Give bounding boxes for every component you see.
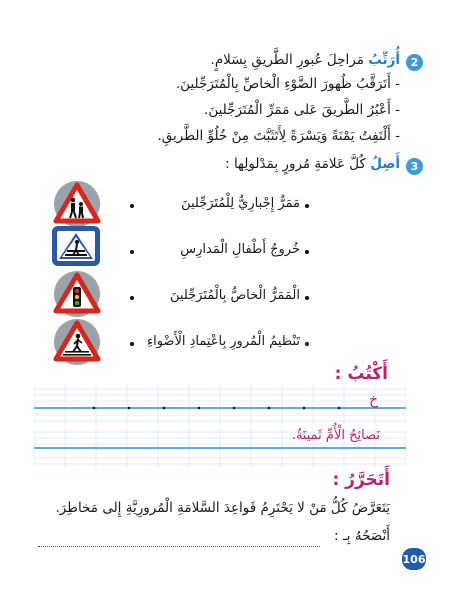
exercise-2-number-badge: 2 <box>406 54 423 71</box>
pedestrian-crossing-square-sign-icon <box>52 226 100 266</box>
matching-row-2-dot-left[interactable] <box>130 250 134 254</box>
exercise-3-instruction-text: كُلَّ عَلامَةِ مُرورٍ بِمَدْلولِها : <box>225 156 366 172</box>
exercise-3-keyword: أَصِلُ <box>370 156 400 172</box>
exercise-2-step-1: - أَتَرَقَّبُ ظُهورَ الضَّوْءِ الْخاصِّ بِالْمُتَرَجِّلينَ. <box>175 76 400 92</box>
matching-row-1-text: مَمَرٌّ إِجْبارِيٌّ لِلْمُتَرَجِّلينَ <box>181 196 300 211</box>
exercise-2-keyword: أُرَتِّبُ <box>368 52 400 68</box>
edit-heading: أَتَحَرَّرُ : <box>332 470 390 490</box>
matching-row-4-dot-left[interactable] <box>130 342 134 346</box>
matching-row-1-dot-right[interactable] <box>305 204 309 208</box>
exercise-2-instruction <box>211 52 400 68</box>
pedestrian-warning-sign-icon <box>48 318 106 366</box>
matching-row-3-text: الْمَمَرُّ الْخاصُّ بِالْمُتَرَجِّلينَ <box>170 288 300 303</box>
matching-row-2-dot-right[interactable] <box>305 250 309 254</box>
page-number-badge: 106 <box>402 548 426 570</box>
matching-row-4-text: تَنْظيمُ الْمُرورِ بِاعْتِمادِ الْأَضْواءِ <box>146 334 300 349</box>
write-heading: أَكْتُبُ : <box>334 364 388 384</box>
handwriting-grid-upper <box>34 385 406 425</box>
write-letter-model: خ <box>368 392 378 408</box>
edit-advice-prompt: أَنْصَحُهُ بِـ : <box>333 528 390 544</box>
write-model-phrase: نَصائِحُ الْأُمِّ ثَمينَةٌ. <box>291 428 380 443</box>
exercise-2-step-3: - أَلْتَفِتُ يَمْنَةً وَيَسْرَةً لِأَتَثَبَّتَ مِنْ خُلُوِّ الطَّريقِ. <box>157 128 400 144</box>
matching-row-2-text: خُروجُ أَطْفالِ الْمَدارِسِ <box>180 242 300 257</box>
exercise-2-step-2: - أَعْبُرُ الطَّريقَ عَلى مَمَرِّ الْمُتَرَجِّلينَ. <box>204 102 400 118</box>
edit-answer-line[interactable] <box>38 546 320 547</box>
exercise-2-instruction-text: مَراحِلَ عُبورِ الطَّريقِ بِسَلامٍ. <box>210 52 364 68</box>
matching-row-4-dot-right[interactable] <box>305 342 309 346</box>
matching-row-3-dot-right[interactable] <box>305 296 309 300</box>
exercise-3-number-badge: 3 <box>406 158 423 175</box>
matching-row-1-dot-left[interactable] <box>130 204 134 208</box>
traffic-light-sign-icon <box>48 270 106 318</box>
matching-row-3-dot-left[interactable] <box>130 296 134 300</box>
edit-sentence: يَتَعَرَّضُ كُلُّ مَنْ لا يَحْتَرِمُ قَواعِدَ السَّلامَةِ الْمُرورِيَّةِ إِلى مَخاطِرَ. <box>55 500 390 516</box>
children-crossing-sign-icon <box>48 180 106 228</box>
exercise-3-instruction <box>225 156 400 172</box>
